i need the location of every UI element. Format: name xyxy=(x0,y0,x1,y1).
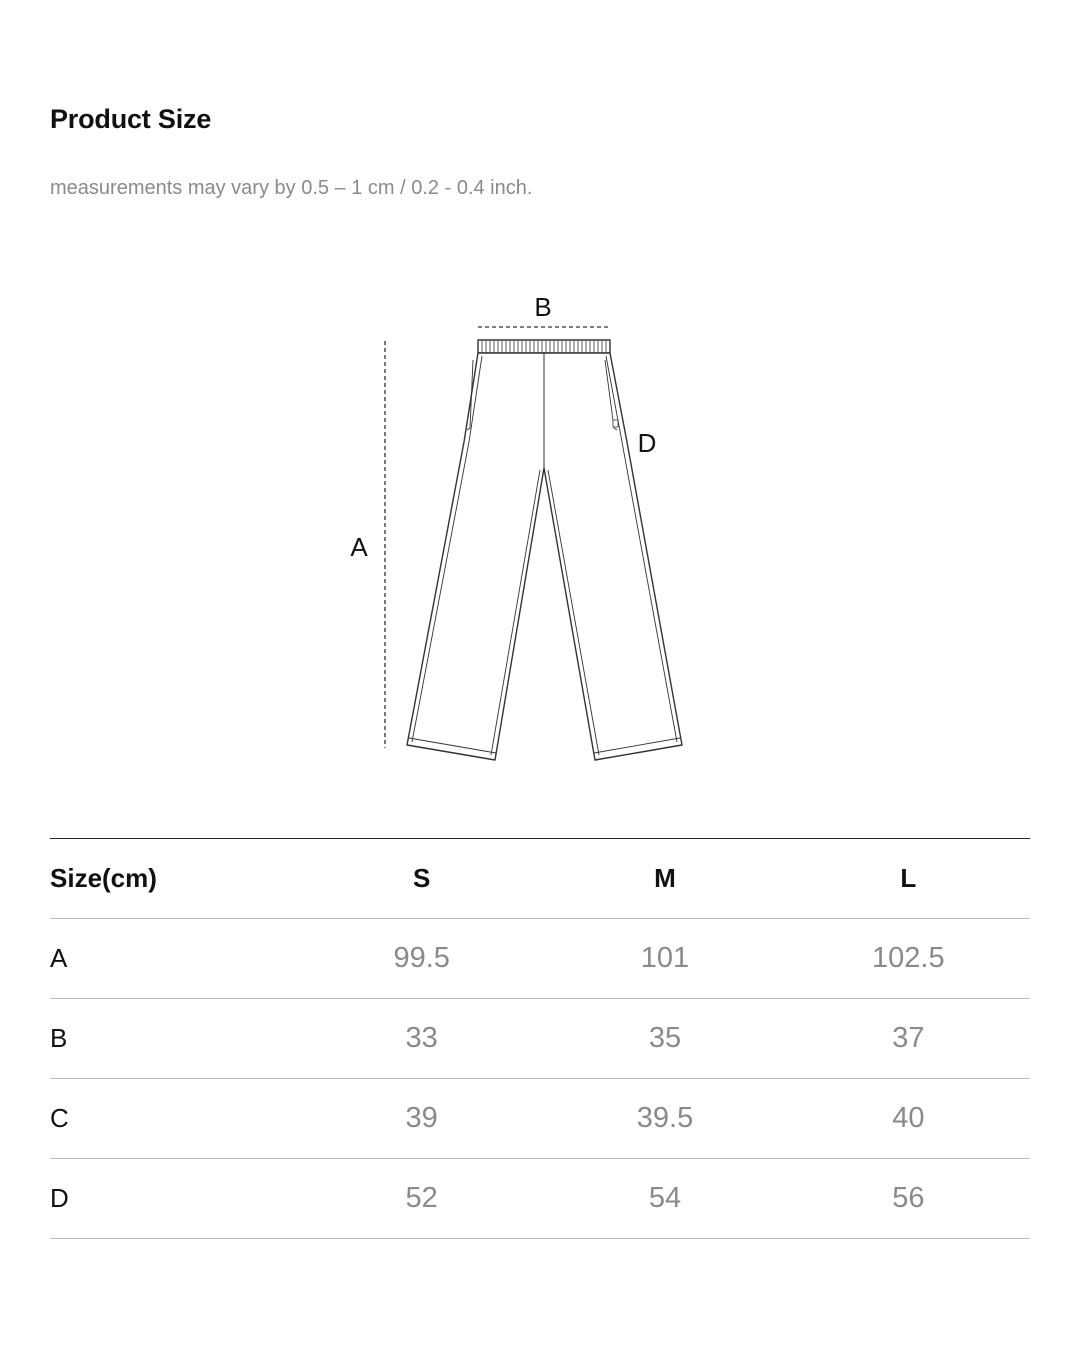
row-label: B xyxy=(50,1023,68,1053)
cell-value: 39 xyxy=(405,1102,438,1134)
cell-value: 56 xyxy=(892,1182,925,1214)
size-table xyxy=(50,838,1030,1239)
cell-value: 101 xyxy=(640,942,690,974)
label-a: A xyxy=(350,532,368,562)
pants-outline xyxy=(407,340,682,760)
row-label: C xyxy=(50,1103,69,1133)
pocket-tab xyxy=(613,420,618,427)
label-b: B xyxy=(534,292,552,322)
cell-value: 52 xyxy=(405,1182,438,1214)
cell-value: 40 xyxy=(892,1102,925,1134)
cell-value: 99.5 xyxy=(393,942,450,974)
row-label: D xyxy=(50,1183,69,1213)
table-row xyxy=(50,919,1030,999)
label-d: D xyxy=(637,428,657,458)
table-header-row xyxy=(50,839,1030,919)
cell-value: 39.5 xyxy=(636,1102,694,1134)
table-row xyxy=(50,1079,1030,1159)
table-row xyxy=(50,1159,1030,1239)
page-title: Product Size xyxy=(50,104,212,134)
cell-value: 35 xyxy=(648,1022,682,1054)
row-label: A xyxy=(50,943,68,973)
cell-value: 33 xyxy=(405,1022,438,1054)
measurement-note: measurements may vary by 0.5 – 1 cm / 0.2 - 0.4 inch. xyxy=(50,177,533,199)
table-row xyxy=(50,999,1030,1079)
cell-value: 102.5 xyxy=(872,942,945,974)
header-size-label: Size(cm) xyxy=(50,863,157,893)
header-size-m: M xyxy=(654,863,676,893)
cell-value: 54 xyxy=(648,1182,682,1214)
cell-value: 37 xyxy=(892,1022,925,1054)
header-size-s: S xyxy=(412,863,431,893)
header-size-l: L xyxy=(900,863,917,893)
